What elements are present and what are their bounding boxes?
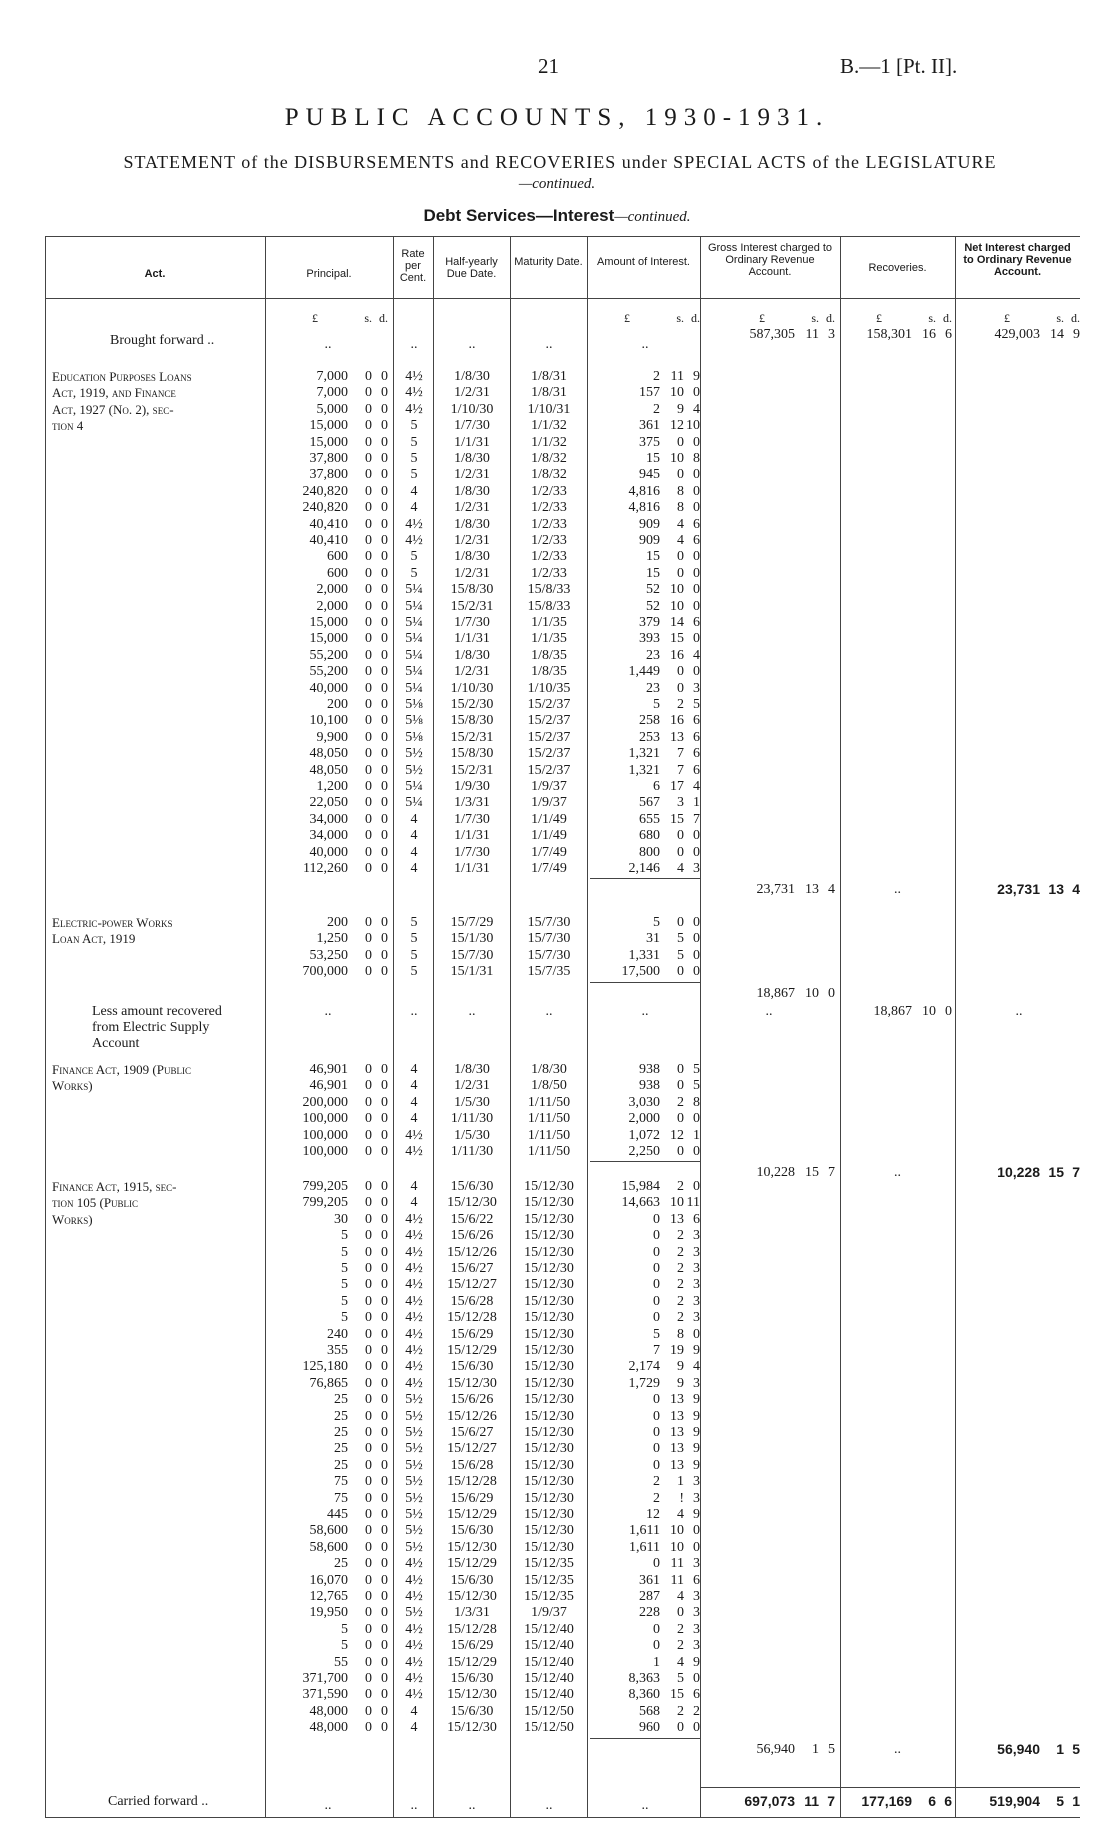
maturity-date-cell: 1/2/33 [531,516,567,532]
due-date-cell: 1/7/30 [454,615,490,630]
due-date-cell: 15/2/31 [450,762,494,778]
due-date-cell: 1/8/30 [454,483,490,499]
rate-cell: 5½ [405,1539,423,1555]
maturity-date-cell: 15/12/30 [524,1179,574,1194]
maturity-date-cell: 1/2/33 [531,565,567,581]
act-name: Education Purposes Loans [52,369,192,384]
rate-cell: 5 [410,418,418,434]
maturity-date-cell: 1/1/32 [531,434,567,450]
less-recovered-label: Account [92,1036,140,1052]
brought-forward-due: .. [468,337,476,352]
subtotal-rule [590,1161,700,1162]
due-date-cell: 1/2/31 [454,385,490,401]
maturity-date-cell: 15/12/40 [524,1638,574,1654]
subtotal-rule [590,1738,700,1739]
maturity-date-cell: 15/12/30 [524,1310,574,1326]
maturity-date-cell: 1/8/32 [531,467,567,483]
header-top-rule [45,236,1080,237]
header-maturity: Maturity Date. [514,256,583,268]
column-rule [45,236,46,1817]
maturity-date-cell: 1/10/35 [527,680,571,696]
carried-forward-label: Carried forward .. [108,1794,209,1809]
due-date-cell: 15/6/28 [450,1457,494,1473]
rate-cell: 4 [410,500,418,516]
brought-forward-amount: .. [641,337,649,352]
due-date-cell: 15/6/29 [450,1490,494,1506]
maturity-date-cell: 15/2/37 [527,729,571,745]
due-date-cell: 1/5/30 [454,1127,490,1143]
rate-cell: 4½ [405,1144,423,1159]
rate-cell: 4½ [405,1654,423,1670]
rate-cell: 5¼ [405,795,423,811]
document-reference: B.—1 [Pt. II]. [840,54,958,78]
maturity-date-cell: 15/12/30 [524,1343,574,1358]
due-date-cell: 15/12/26 [447,1408,497,1424]
rate-cell: 5½ [405,1605,423,1621]
maturity-date-cell: 15/12/30 [524,1261,574,1276]
maturity-date-cell: 15/12/35 [524,1556,574,1572]
maturity-date-cell: 1/1/32 [531,418,567,434]
due-date-cell: 15/12/29 [447,1507,497,1522]
rate-cell: 5⅛ [405,697,423,712]
due-date-cell: 1/10/30 [450,401,494,417]
maturity-date-cell: 1/8/31 [531,385,567,401]
due-date-cell: 15/6/26 [450,1228,494,1244]
due-date-cell: 15/2/31 [450,598,494,614]
maturity-date-cell: 15/12/30 [524,1211,574,1227]
due-date-cell: 15/12/30 [447,1589,497,1604]
rate-cell: 5½ [405,1490,423,1506]
due-date-cell: 15/6/30 [450,1671,494,1686]
due-date-cell: 15/12/30 [447,1687,497,1703]
rate-cell: 4 [410,1720,418,1736]
maturity-date-cell: 1/11/50 [527,1094,571,1110]
rate-cell: 4½ [405,1359,423,1375]
due-date-cell: 1/11/30 [450,1111,494,1127]
due-date-cell: 15/12/30 [447,1720,497,1736]
rate-cell: 4 [410,1111,418,1127]
due-date-cell: 15/1/30 [450,931,494,947]
rate-cell: 4 [410,1094,418,1110]
act-name: Electric-power Works [52,915,173,930]
rate-cell: 5¼ [405,647,423,663]
less-maturity: .. [545,1003,553,1019]
due-date-cell: 1/2/31 [454,1078,490,1094]
rate-cell: 4½ [405,401,423,417]
maturity-date-cell: 1/7/49 [531,861,567,876]
section-continued: —continued. [614,209,691,225]
rate-cell: 4½ [405,1310,423,1326]
brought-forward-rate: .. [410,337,418,352]
due-date-cell: 15/12/30 [447,1375,497,1391]
maturity-date-cell: 15/2/37 [527,746,571,762]
column-rule [587,236,588,1817]
due-date-cell: 15/12/29 [447,1556,497,1572]
maturity-date-cell: 1/8/32 [531,451,567,466]
maturity-date-cell: 15/12/40 [524,1687,574,1703]
rate-cell: 5¼ [405,582,423,598]
due-date-cell: 1/2/31 [454,500,490,516]
due-date-cell: 15/7/29 [450,915,494,930]
due-date-cell: 15/12/29 [447,1343,497,1358]
rate-cell: 4½ [405,1375,423,1391]
maturity-date-cell: 1/11/50 [527,1127,571,1143]
due-date-cell: 1/2/31 [454,533,490,548]
maturity-date-cell: 15/8/33 [527,598,571,614]
maturity-date-cell: 15/2/37 [527,762,571,778]
maturity-date-cell: 15/2/37 [527,713,571,729]
less-amount: .. [641,1003,649,1019]
due-date-cell: 15/6/27 [450,1425,494,1440]
rate-cell: 4½ [405,1671,423,1686]
maturity-date-cell: 15/7/30 [527,915,571,930]
due-date-cell: 1/3/31 [454,795,490,811]
section-title: Debt Services—Interest [423,206,615,225]
rate-cell: 4½ [405,1326,423,1342]
rate-cell: 5½ [405,1425,423,1440]
rate-cell: 4½ [405,533,423,548]
maturity-date-cell: 15/12/30 [524,1474,574,1490]
column-rule [840,236,841,1817]
maturity-date-cell: 1/9/37 [531,1605,567,1621]
due-date-cell: 15/12/26 [447,1244,497,1260]
maturity-date-cell: 15/12/40 [524,1621,574,1637]
due-date-cell: 1/8/30 [454,647,490,663]
column-rule [433,236,434,1817]
maturity-date-cell: 15/12/30 [524,1425,574,1440]
carried-forward-rate: .. [410,1798,418,1813]
rate-cell: 4½ [405,516,423,532]
maturity-date-cell: 15/12/50 [524,1703,574,1719]
maturity-date-cell: 15/7/35 [527,964,571,980]
header-half-yearly: Half-yearly Due Date. [445,256,498,280]
due-date-cell: 15/6/30 [450,1523,494,1539]
rate-cell: 5⅛ [405,729,423,745]
due-date-cell: 1/1/31 [454,631,490,647]
due-date-cell: 15/2/31 [450,729,494,745]
less-rate: .. [410,1003,418,1019]
maturity-date-cell: 1/1/49 [531,811,567,827]
maturity-date-cell: 1/8/35 [531,647,567,663]
due-date-cell: 15/12/27 [447,1441,497,1457]
due-date-cell: 1/1/31 [454,861,490,876]
maturity-date-cell: 15/12/30 [524,1293,574,1309]
less-net: .. [1015,1003,1023,1019]
less-due: .. [468,1003,476,1019]
rate-cell: 4 [410,1195,418,1211]
header-net: Net Interest charged to Ordinary Revenue Account. [963,242,1072,278]
rate-cell: 4½ [405,1293,423,1309]
due-date-cell: 15/6/29 [450,1638,494,1654]
maturity-date-cell: 15/7/30 [527,931,571,947]
maturity-date-cell: 15/12/30 [524,1441,574,1457]
due-date-cell: 15/6/28 [450,1293,494,1309]
due-date-cell: 15/12/28 [447,1621,497,1637]
maturity-date-cell: 15/12/30 [524,1375,574,1391]
column-rule [265,236,266,1817]
rate-cell: 4½ [405,1127,423,1143]
group-recoveries: .. [894,1165,901,1181]
due-date-cell: 1/9/30 [454,779,490,794]
maturity-date-cell: 1/8/30 [531,1062,567,1077]
subtitle-continued: —continued. [518,176,596,192]
due-date-cell: 15/8/30 [450,582,494,598]
due-date-cell: 1/10/30 [450,680,494,696]
column-rule [510,236,511,1817]
maturity-date-cell: 15/12/30 [524,1457,574,1473]
due-date-cell: 1/2/31 [454,467,490,483]
act-name: tion 4 [52,418,84,434]
maturity-date-cell: 15/12/30 [524,1359,574,1375]
rate-cell: 5¼ [405,779,423,794]
carried-forward-amount: .. [641,1798,649,1813]
rate-cell: 4 [410,1078,418,1094]
page-title: PUBLIC ACCOUNTS, 1930-1931. [284,104,830,131]
rate-cell: 4½ [405,1211,423,1227]
header-principal: Principal. [306,268,352,280]
due-date-cell: 1/1/31 [454,434,490,450]
less-principal: .. [324,1003,332,1019]
column-rule [955,236,956,1817]
subtotal-rule [590,878,700,879]
rate-cell: 4½ [405,1244,423,1260]
maturity-date-cell: 15/2/37 [527,697,571,712]
header-recoveries: Recoveries. [868,262,927,274]
carried-forward-top-rule [700,1787,1080,1788]
maturity-date-cell: 1/7/49 [531,844,567,860]
act-name: Finance Act, 1915, sec- [52,1179,177,1194]
maturity-date-cell: 15/12/30 [524,1277,574,1293]
rate-cell: 5½ [405,1392,423,1408]
due-date-cell: 15/6/30 [450,1703,494,1719]
rate-cell: 5 [410,549,418,565]
rate-cell: 4½ [405,1228,423,1244]
maturity-date-cell: 15/12/30 [524,1228,574,1244]
rate-cell: 4½ [405,1343,423,1358]
due-date-cell: 15/6/27 [450,1261,494,1276]
due-date-cell: 1/8/30 [454,451,490,466]
rate-cell: 5¼ [405,631,423,647]
maturity-date-cell: 15/12/30 [524,1392,574,1408]
act-name: Works) [52,1078,93,1094]
due-date-cell: 15/6/29 [450,1326,494,1342]
act-name: Finance Act, 1909 (Public [52,1062,191,1077]
maturity-date-cell: 15/12/35 [524,1589,574,1604]
rate-cell: 5½ [405,1523,423,1539]
rate-cell: 5½ [405,1474,423,1490]
header-bottom-rule [45,298,1080,299]
due-date-cell: 15/6/30 [450,1359,494,1375]
maturity-date-cell: 15/12/30 [524,1490,574,1506]
maturity-date-cell: 15/12/30 [524,1507,574,1522]
rate-cell: 4 [410,1703,418,1719]
column-rule [393,236,394,1817]
maturity-date-cell: 15/12/40 [524,1671,574,1686]
due-date-cell: 1/7/30 [454,418,490,434]
rate-cell: 4½ [405,385,423,401]
rate-cell: 5½ [405,746,423,762]
due-date-cell: 15/6/26 [450,1392,494,1408]
rate-cell: 4½ [405,369,423,384]
maturity-date-cell: 15/12/50 [524,1720,574,1736]
maturity-date-cell: 1/2/33 [531,483,567,499]
header-rate: Rate per Cent. [399,248,427,284]
rate-cell: 5¼ [405,615,423,630]
rate-cell: 5 [410,931,418,947]
due-date-cell: 15/8/30 [450,746,494,762]
act-name: tion 105 (Public [52,1195,139,1211]
brought-forward-label: Brought forward .. [110,333,215,348]
due-date-cell: 1/7/30 [454,811,490,827]
due-date-cell: 15/6/30 [450,1179,494,1194]
due-date-cell: 15/12/30 [447,1195,497,1211]
rate-cell: 4½ [405,1687,423,1703]
due-date-cell: 15/12/28 [447,1474,497,1490]
maturity-date-cell: 1/8/50 [531,1078,567,1094]
maturity-date-cell: 15/12/30 [524,1523,574,1539]
rate-cell: 5¼ [405,680,423,696]
act-name: Works) [52,1211,93,1227]
subtotal-rule [590,982,700,983]
maturity-date-cell: 15/12/30 [524,1408,574,1424]
table-bottom-rule [45,1817,1080,1818]
rate-cell: 4½ [405,1556,423,1572]
rate-cell: 4 [410,828,418,844]
due-date-cell: 15/6/22 [450,1211,494,1227]
maturity-date-cell: 1/11/50 [527,1144,571,1159]
maturity-date-cell: 1/1/35 [531,631,567,647]
due-date-cell: 1/8/30 [454,1062,490,1077]
maturity-date-cell: 15/12/30 [524,1326,574,1342]
brought-forward-maturity: .. [545,337,553,352]
rate-cell: 5½ [405,1441,423,1457]
due-date-cell: 1/8/30 [454,549,490,565]
due-date-cell: 15/1/31 [450,964,494,980]
act-name: Loan Act, 1919 [52,931,136,947]
maturity-date-cell: 1/2/33 [531,533,567,548]
rate-cell: 4½ [405,1572,423,1588]
rate-cell: 5 [410,964,418,980]
rate-cell: 5¼ [405,664,423,680]
carried-forward-principal: .. [324,1798,332,1813]
group-recoveries: .. [894,1741,901,1757]
maturity-date-cell: 1/8/35 [531,664,567,680]
brought-forward-principal: .. [324,337,332,352]
page-number: 21 [538,54,559,78]
rate-cell: 5⅛ [405,713,423,729]
rate-cell: 5 [410,565,418,581]
maturity-date-cell: 15/12/35 [524,1572,574,1588]
maturity-date-cell: 1/9/37 [531,779,567,794]
rate-cell: 5 [410,434,418,450]
act-name: Act, 1919, and Finance [52,385,176,401]
maturity-date-cell: 1/1/35 [531,615,567,630]
rate-cell: 5½ [405,762,423,778]
due-date-cell: 15/12/27 [447,1277,497,1293]
due-date-cell: 1/3/31 [454,1605,490,1621]
maturity-date-cell: 15/12/30 [524,1195,574,1211]
rate-cell: 5½ [405,1457,423,1473]
maturity-date-cell: 15/12/30 [524,1244,574,1260]
due-date-cell: 1/7/30 [454,844,490,860]
due-date-cell: 1/2/31 [454,664,490,680]
maturity-date-cell: 15/12/40 [524,1654,574,1670]
rate-cell: 5½ [405,1507,423,1522]
act-name: Act, 1927 (No. 2), sec- [52,401,174,417]
maturity-date-cell: 15/7/30 [527,947,571,963]
rate-cell: 4½ [405,1638,423,1654]
rate-cell: 4 [410,844,418,860]
rate-cell: 4½ [405,1261,423,1276]
header-amount: Amount of Interest. [597,256,690,268]
carried-forward-maturity: .. [545,1798,553,1813]
column-rule [700,236,701,1817]
rate-cell: 5 [410,451,418,466]
rate-cell: 4½ [405,1277,423,1293]
carried-forward-due: .. [468,1798,476,1813]
maturity-date-cell: 1/2/33 [531,500,567,516]
rate-cell: 5 [410,947,418,963]
header-gross: Gross Interest charged to Ordinary Revenue Account. [707,242,833,278]
rate-cell: 4 [410,811,418,827]
rate-cell: 4 [410,861,418,876]
due-date-cell: 1/2/31 [454,565,490,581]
due-date-cell: 1/8/30 [454,516,490,532]
due-date-cell: 15/12/30 [447,1539,497,1555]
due-date-cell: 15/6/30 [450,1572,494,1588]
maturity-date-cell: 1/11/50 [527,1111,571,1127]
maturity-date-cell: 1/1/49 [531,828,567,844]
statement-subtitle: STATEMENT of the DISBURSEMENTS and RECOVERIES under SPECIAL ACTS of the LEGISLATURE [123,152,997,172]
section-heading [0,206,1114,226]
rate-cell: 4½ [405,1621,423,1637]
due-date-cell: 1/11/30 [450,1144,494,1159]
header-act: Act. [144,268,166,280]
less-gross: .. [765,1003,773,1019]
rate-cell: 5½ [405,1408,423,1424]
maturity-date-cell: 1/9/37 [531,795,567,811]
maturity-date-cell: 1/8/31 [531,369,567,384]
due-date-cell: 15/12/29 [447,1654,497,1670]
maturity-date-cell: 15/12/30 [524,1539,574,1555]
due-date-cell: 15/12/28 [447,1310,497,1326]
maturity-date-cell: 1/10/31 [527,401,571,417]
due-date-cell: 1/5/30 [454,1094,490,1110]
rate-cell: 4 [410,483,418,499]
due-date-cell: 1/1/31 [454,828,490,844]
due-date-cell: 15/8/30 [450,713,494,729]
rate-cell: 5¼ [405,598,423,614]
rate-cell: 4 [410,1179,418,1194]
rate-cell: 5 [410,467,418,483]
rate-cell: 5 [410,915,418,930]
group-recoveries: .. [894,882,901,898]
less-recovered-label: Less amount recovered [92,1003,222,1019]
less-recovered-label: from Electric Supply [92,1020,210,1035]
rate-cell: 4½ [405,1589,423,1604]
due-date-cell: 15/2/30 [450,697,494,712]
due-date-cell: 15/7/30 [450,947,494,963]
rate-cell: 4 [410,1062,418,1077]
maturity-date-cell: 15/8/33 [527,582,571,598]
maturity-date-cell: 1/2/33 [531,549,567,565]
due-date-cell: 1/8/30 [454,369,490,384]
